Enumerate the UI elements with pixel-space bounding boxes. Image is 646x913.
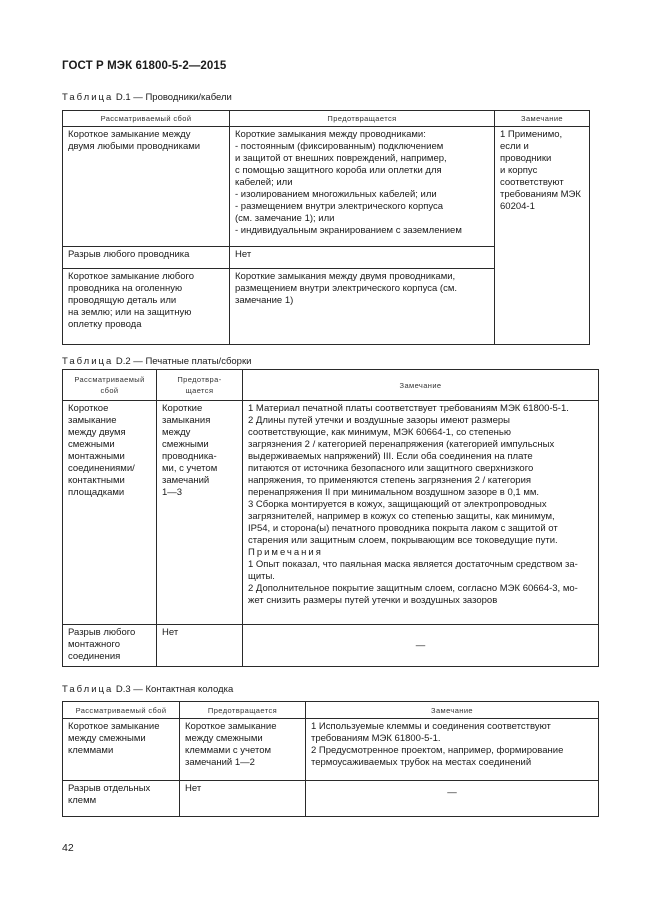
cell-line: старения или защитным слоем, покрывающим все токоведущие пути.	[248, 535, 558, 546]
header-line: Предотвра-	[177, 375, 222, 384]
cell-line: Разрыв любого	[68, 627, 136, 638]
page-number: 42	[62, 842, 74, 854]
table-d3-header-prevented: Предотвращается	[180, 702, 306, 719]
cell-line: загрязнителей, например в кожух со степенью защиты, как минимум,	[248, 511, 555, 522]
document-title: ГОСТ Р МЭК 61800-5-2—2015	[62, 60, 227, 72]
cell-line: загрязнения 2 / категорией перенапряжения (категорией импульсных	[248, 439, 555, 450]
cell-line: между	[162, 427, 191, 438]
table-d3-caption-text: D.3 — Контактная колодка	[113, 684, 234, 695]
cell-line: (см. замечание 1); или	[235, 213, 335, 224]
table-d1-header-note: Замечание	[495, 111, 590, 127]
table-row	[63, 625, 599, 667]
notes-title: Примечания	[248, 547, 323, 558]
table-d2-row2-fault	[63, 625, 157, 667]
cell-line: 1—3	[162, 487, 183, 498]
cell-line: Короткое замыкание	[185, 721, 277, 732]
table-d1-row3-prevented	[230, 269, 495, 345]
cell-line: оплетку провода	[68, 319, 142, 330]
cell-line: проводники	[500, 153, 552, 164]
cell-line: замечаний	[162, 475, 210, 486]
table-d3-row2-fault	[63, 781, 180, 817]
table-d2-caption-text: D.2 — Печатные платы/сборки	[113, 356, 252, 367]
table-d1	[62, 110, 590, 345]
cell-line: IP54, и сторона(ы) печатного проводника покрыта лаком с защитой от	[248, 523, 558, 534]
table-d2	[62, 369, 599, 667]
cell-line: 2 Длины путей утечки и воздушные зазоры имеют размеры	[248, 415, 511, 426]
table-d2-header-row	[63, 370, 599, 401]
cell-line: 60204-1	[500, 201, 535, 212]
cell-line: напряжения, то применяются степень загрязнения 2 / категория	[248, 475, 532, 486]
cell-line: 2 Дополнительное покрытие защитным слоем, согласно МЭК 60664-3, мо-	[248, 583, 578, 594]
table-d2-caption	[62, 356, 251, 367]
table-d2-header-prevented	[157, 370, 243, 401]
cell-line: выдерживаемых напряжений) III. Если оба соединения на плате	[248, 451, 533, 462]
table-d3-header-row	[63, 702, 599, 719]
cell-line: 1 Материал печатной платы соответствует требованиям МЭК 61800-5-1.	[248, 403, 569, 414]
header-line: Рассматриваемый	[74, 375, 145, 384]
table-d1-note	[495, 127, 590, 345]
cell-line: замечаний 1—2	[185, 757, 255, 768]
cell-line: смежными	[162, 439, 209, 450]
table-d2-row1-fault	[63, 401, 157, 625]
cell-line: термоусаживаемых трубок на местах соединений	[311, 757, 532, 768]
cell-line: контактными	[68, 475, 125, 486]
table-d3-row1-fault	[63, 719, 180, 781]
table-d2-caption-prefix: Таблица	[62, 356, 114, 367]
cell-line: Короткое	[68, 403, 109, 414]
header-line: сбой	[100, 386, 119, 395]
cell-line: проводящую деталь или	[68, 295, 177, 306]
table-d1-caption-prefix: Таблица	[62, 92, 114, 103]
cell-line: Нет	[162, 627, 179, 638]
table-d1-header-fault: Рассматриваемый сбой	[63, 111, 230, 127]
cell-line: жет снизить размеры путей утечки и воздушных зазоров	[248, 595, 498, 606]
cell-line: Короткое замыкание между	[68, 129, 191, 140]
cell-line: 1 Применимо,	[500, 129, 563, 140]
table-row	[63, 401, 599, 625]
cell-line: с помощью защитного короба или оплетки для	[235, 165, 442, 176]
cell-line: 3 Сборка монтируется в кожух, защищающий от электропроводных	[248, 499, 547, 510]
table-d2-row2-prevented	[157, 625, 243, 667]
cell-line: замечание 1)	[235, 295, 294, 306]
cell-line: соединения	[68, 651, 121, 662]
table-d1-row3-fault	[63, 269, 230, 345]
table-d2-row1-note	[243, 401, 599, 625]
cell-line: Короткое замыкание любого	[68, 271, 195, 282]
cell-line: и защитой от внешних повреждений, например,	[235, 153, 447, 164]
cell-line: соответствующие, как минимум, МЭК 60664-1, со степенью	[248, 427, 512, 438]
cell-line: Короткие замыкания между двумя проводниками,	[235, 271, 456, 282]
cell-line: Короткие	[162, 403, 203, 414]
cell-line: - постоянным (фиксированным) подключением	[235, 141, 444, 152]
cell-line: Короткие замыкания между проводниками:	[235, 129, 426, 140]
table-d2-header-fault	[63, 370, 157, 401]
cell-line: Нет	[235, 249, 252, 260]
table-d3-row1-note	[306, 719, 599, 781]
cell-line: между смежными	[185, 733, 263, 744]
cell-line: замыкания	[162, 415, 211, 426]
cell-line: перенапряжения II при минимальном воздушном зазоре в 0,1 мм.	[248, 487, 540, 498]
table-d1-row1-prevented	[230, 127, 495, 247]
table-d1-row2-fault	[63, 247, 230, 269]
cell-line: Нет	[185, 783, 202, 794]
header-line: щается	[185, 386, 214, 395]
cell-line: 1 Используемые клеммы и соединения соответствуют	[311, 721, 551, 732]
table-row	[63, 127, 590, 247]
cell-line: - индивидуальным экранированием с заземлением	[235, 225, 462, 236]
table-d3-row1-prevented	[180, 719, 306, 781]
table-d1-row2-prevented	[230, 247, 495, 269]
cell-line: на землю; или на защитную	[68, 307, 192, 318]
cell-line: монтажного	[68, 639, 121, 650]
table-d1-caption-text: D.1 — Проводники/кабели	[113, 92, 232, 103]
table-d1-row1-fault	[63, 127, 230, 247]
cell-line: Разрыв любого проводника	[68, 249, 190, 260]
cell-line: и корпус	[500, 165, 538, 176]
cell-line: - размещением внутри электрического корпуса	[235, 201, 444, 212]
table-d3-header-fault: Рассматриваемый сбой	[63, 702, 180, 719]
cell-line: питаются от источника безопасного или защитного сверхнизкого	[248, 463, 534, 474]
cell-line: соединениями/	[68, 463, 135, 474]
cell-line: площадками	[68, 487, 125, 498]
cell-line: монтажными	[68, 451, 125, 462]
table-d3	[62, 701, 599, 817]
cell-line: клеммами с учетом	[185, 745, 272, 756]
table-d2-row1-prevented	[157, 401, 243, 625]
table-d2-row2-note: —	[243, 625, 599, 667]
cell-line: смежными	[68, 439, 115, 450]
table-d3-row2-note: —	[306, 781, 599, 817]
cell-line: клеммами	[68, 745, 114, 756]
cell-line: 1 Опыт показал, что паяльная маска является достаточным средством за-	[248, 559, 578, 570]
cell-line: - изолированием многожильных кабелей; или	[235, 189, 437, 200]
cell-line: кабелей; или	[235, 177, 293, 188]
cell-line: требованиям МЭК 61800-5-1.	[311, 733, 441, 744]
cell-line: щиты.	[248, 571, 275, 582]
cell-line: проводника-	[162, 451, 217, 462]
cell-line: между двумя	[68, 427, 126, 438]
cell-line: ми, с учетом	[162, 463, 218, 474]
table-d2-header-note	[243, 370, 599, 401]
cell-line: 2 Предусмотренное проектом, например, формирование	[311, 745, 564, 756]
table-d3-caption	[62, 684, 233, 695]
table-d3-caption-prefix: Таблица	[62, 684, 114, 695]
cell-line: между смежными	[68, 733, 146, 744]
table-d1-caption	[62, 92, 232, 103]
cell-line: если и	[500, 141, 529, 152]
table-d1-header-prevented: Предотвращается	[230, 111, 495, 127]
cell-line: проводника на оголенную	[68, 283, 183, 294]
header-line: Замечание	[399, 380, 442, 390]
table-row	[63, 719, 599, 781]
cell-line: требованиям МЭК	[500, 189, 581, 200]
table-d3-row2-prevented	[180, 781, 306, 817]
cell-line: клемм	[68, 795, 97, 806]
table-d3-header-note: Замечание	[306, 702, 599, 719]
cell-line: Короткое замыкание	[68, 721, 160, 732]
cell-line: размещением внутри электрического корпуса (см.	[235, 283, 458, 294]
cell-line: Разрыв отдельных	[68, 783, 151, 794]
table-d1-header-row	[63, 111, 590, 127]
table-row	[63, 781, 599, 817]
cell-line: двумя любыми проводниками	[68, 141, 201, 152]
cell-line: замыкание	[68, 415, 117, 426]
cell-line: соответствуют	[500, 177, 564, 188]
